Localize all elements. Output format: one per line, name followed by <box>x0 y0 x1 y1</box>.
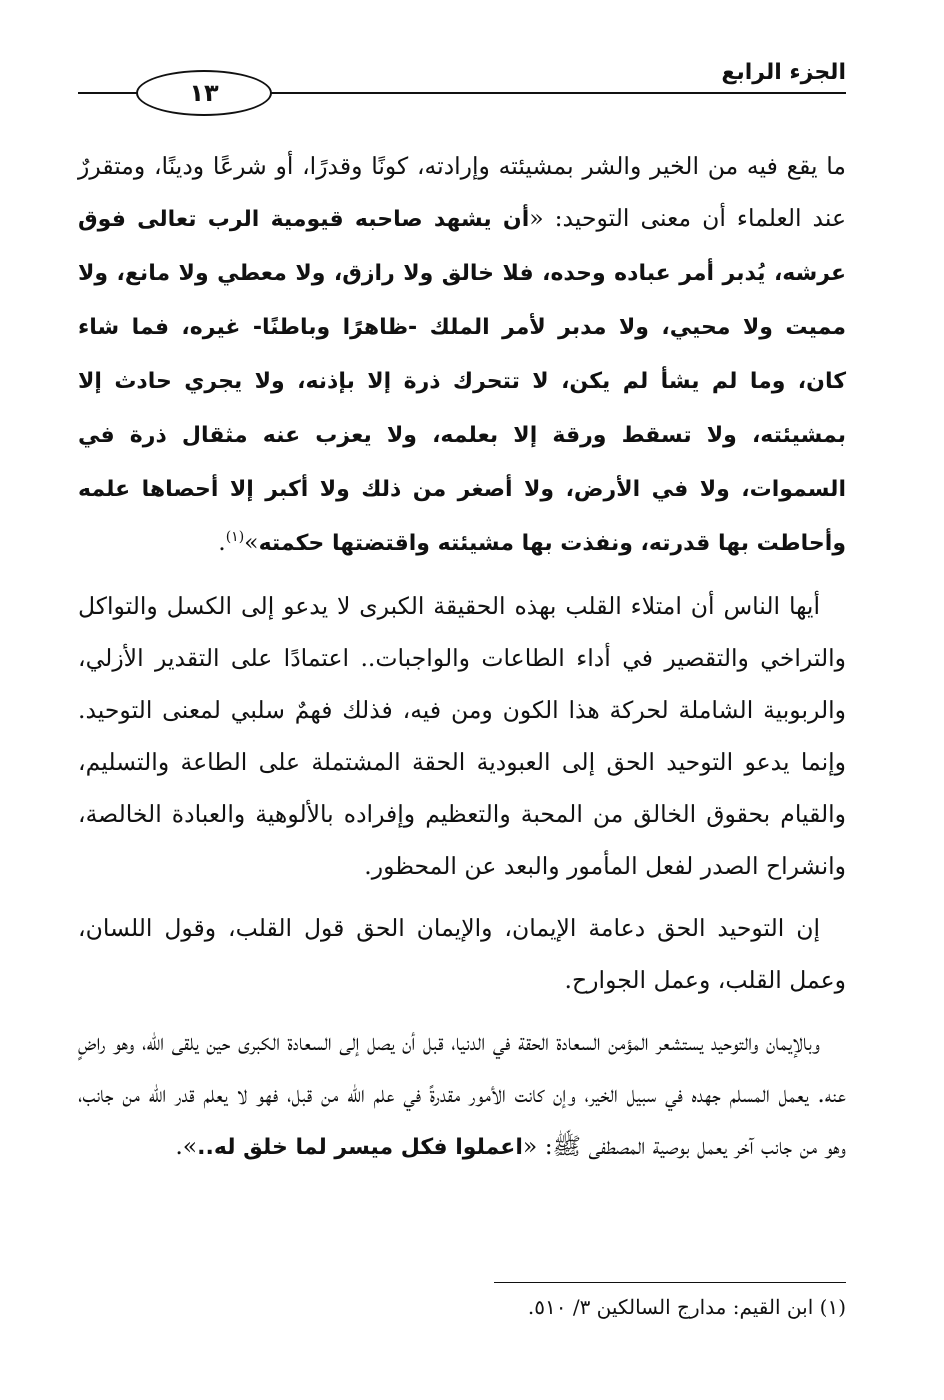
paragraph-1-end: . <box>218 528 226 556</box>
page-number: ١٣ <box>136 70 272 116</box>
quote-close: » <box>244 528 259 556</box>
paragraph-3: إن التوحيد الحق دعامة الإيمان، والإيمان الحق قول القلب، وقول اللسان، وعمل القلب، وعمل الجوارح. <box>78 914 846 994</box>
footnote-rule <box>494 1282 846 1283</box>
tawhid-definition-quote: أن يشهد صاحبه قيومية الرب تعالى فوق عرشه، يُدبر أمر عباده وحده، فلا خالق ولا رازق، ولا معطي ولا مانع، ولا مميت ولا محيي، ولا مدبر لأمر الملك -ظاهرًا وباطنًا- غيره، فما شاء كان، وما لم يشأ لم يكن، لا تتحرك ذرة إلا بإذنه، ولا يجري حادث إلا بمشيئته، ولا تسقط ورقة إلا بعلمه، ولا يعزب عنه مثقال ذرة في السموات، ولا في الأرض، ولا أصغر من ذلك ولا أكبر إلا أحصاها علمه وأحاطت بها قدرته، ونفذت بها مشيئته واقتضتها حكمته <box>78 207 846 556</box>
running-title: الجزء الرابع <box>721 60 846 85</box>
paragraph-1 <box>78 140 846 570</box>
paragraph-1-text: ما يقع فيه من الخير والشر بمشيئته وإرادته، كونًا وقدرًا، أو شرعًا ودينًا، ومتقررٌ عند العلماء أن معنى التوحيد: « <box>78 152 846 232</box>
footnote: (١) ابن القيم: مدارج السالكين ٣/ ٥١٠. <box>527 1295 846 1319</box>
paragraph-4-end: ». <box>175 1132 198 1160</box>
paragraph-4 <box>78 1016 846 1174</box>
paragraph-2: أيها الناس أن امتلاء القلب بهذه الحقيقة الكبرى لا يدعو إلى الكسل والتواكل والتراخي والتقصير في أداء الطاعات والواجبات.. اعتمادًا على التقدير الأزلي، والربوبية الشاملة لحركة هذا الكون ومن فيه، فذلك فهمٌ سلبي لمعنى التوحيد. وإنما يدعو التوحيد الحق إلى العبودية الحقة المشتملة على الطاعة والتسليم، والقيام بحقوق الخالق من المحبة والتعظيم وإفراده بالألوهية والعبادة الخالصة، وانشراح الصدر لفعل المأمور والبعد عن المحظور. <box>78 592 846 880</box>
hadith-quote: اعملوا فكل ميسر لما خلق له.. <box>197 1135 523 1160</box>
main-text <box>78 140 846 1184</box>
footnote-marker: (١) <box>225 529 245 546</box>
page-header <box>78 52 846 128</box>
paragraph-4-text: وبالإيمان والتوحيد يستشعر المؤمن السعادة الحقة في الدنيا، قبل أن يصل إلى السعادة الكبرى حين يلقى الله، وهو راضٍ عنه. يعمل المسلم جهده في سبيل الخير، وإن كانت الأمور مقدرةً في علم الله من قبل، فهو لا يعلم قدر الله من جانب، وهو من جانب آخر يعمل بوصية المصطفى ﷺ: « <box>78 1028 846 1160</box>
